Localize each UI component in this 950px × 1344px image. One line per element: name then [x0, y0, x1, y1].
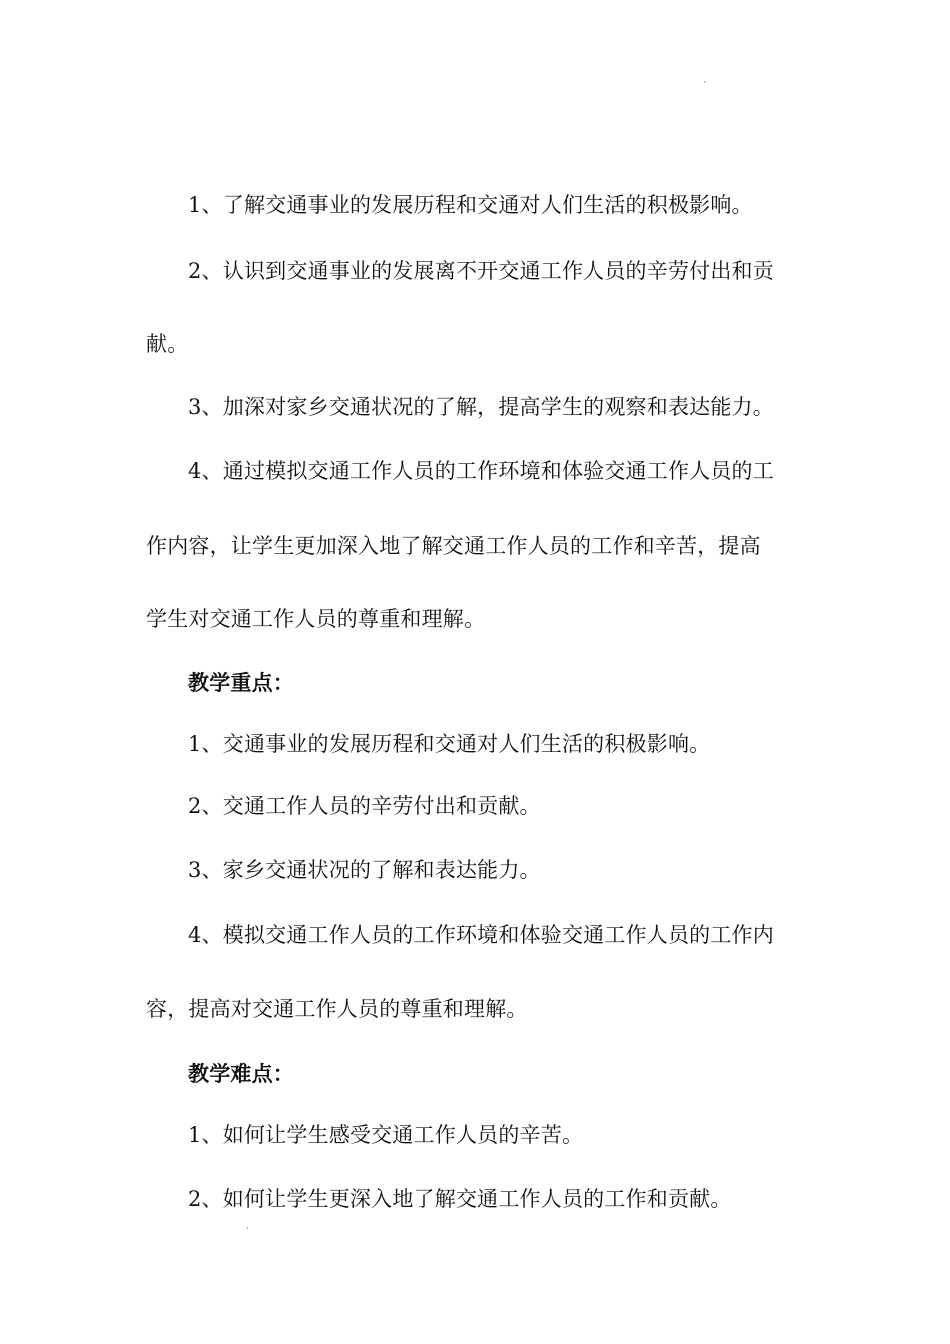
scan-speck [704, 81, 706, 83]
objective-2: 2、认识到交通事业的发展离不开交通工作人员的辛劳付出和贡 [188, 259, 774, 283]
key-point-4-continuation: 容，提高对交通工作人员的尊重和理解。 [146, 997, 528, 1021]
key-points-heading: 教学重点： [188, 670, 294, 695]
difficulties-heading: 教学难点： [188, 1061, 294, 1086]
difficulty-2: 2、如何让学生更深入地了解交通工作人员的工作和贡献。 [188, 1187, 732, 1211]
objective-1: 1、了解交通事业的发展历程和交通对人们生活的积极影响。 [188, 193, 753, 217]
objective-3: 3、加深对家乡交通状况的了解，提高学生的观察和表达能力。 [188, 395, 774, 419]
objective-4: 4、通过模拟交通工作人员的工作环境和体验交通工作人员的工 [188, 459, 774, 483]
objective-2-continuation: 献。 [146, 332, 189, 356]
key-point-2: 2、交通工作人员的辛劳付出和贡献。 [188, 794, 541, 818]
scan-speck [246, 1227, 248, 1229]
objective-4-continuation: 作内容，让学生更加深入地了解交通工作人员的工作和辛苦，提高 [146, 534, 761, 558]
key-point-3: 3、家乡交通状况的了解和表达能力。 [188, 858, 541, 882]
key-point-4: 4、模拟交通工作人员的工作环境和体验交通工作人员的工作内 [188, 923, 774, 947]
objective-4-continuation-2: 学生对交通工作人员的尊重和理解。 [146, 607, 486, 631]
key-point-1: 1、交通事业的发展历程和交通对人们生活的积极影响。 [188, 732, 711, 756]
difficulty-1: 1、如何让学生感受交通工作人员的辛苦。 [188, 1123, 584, 1147]
